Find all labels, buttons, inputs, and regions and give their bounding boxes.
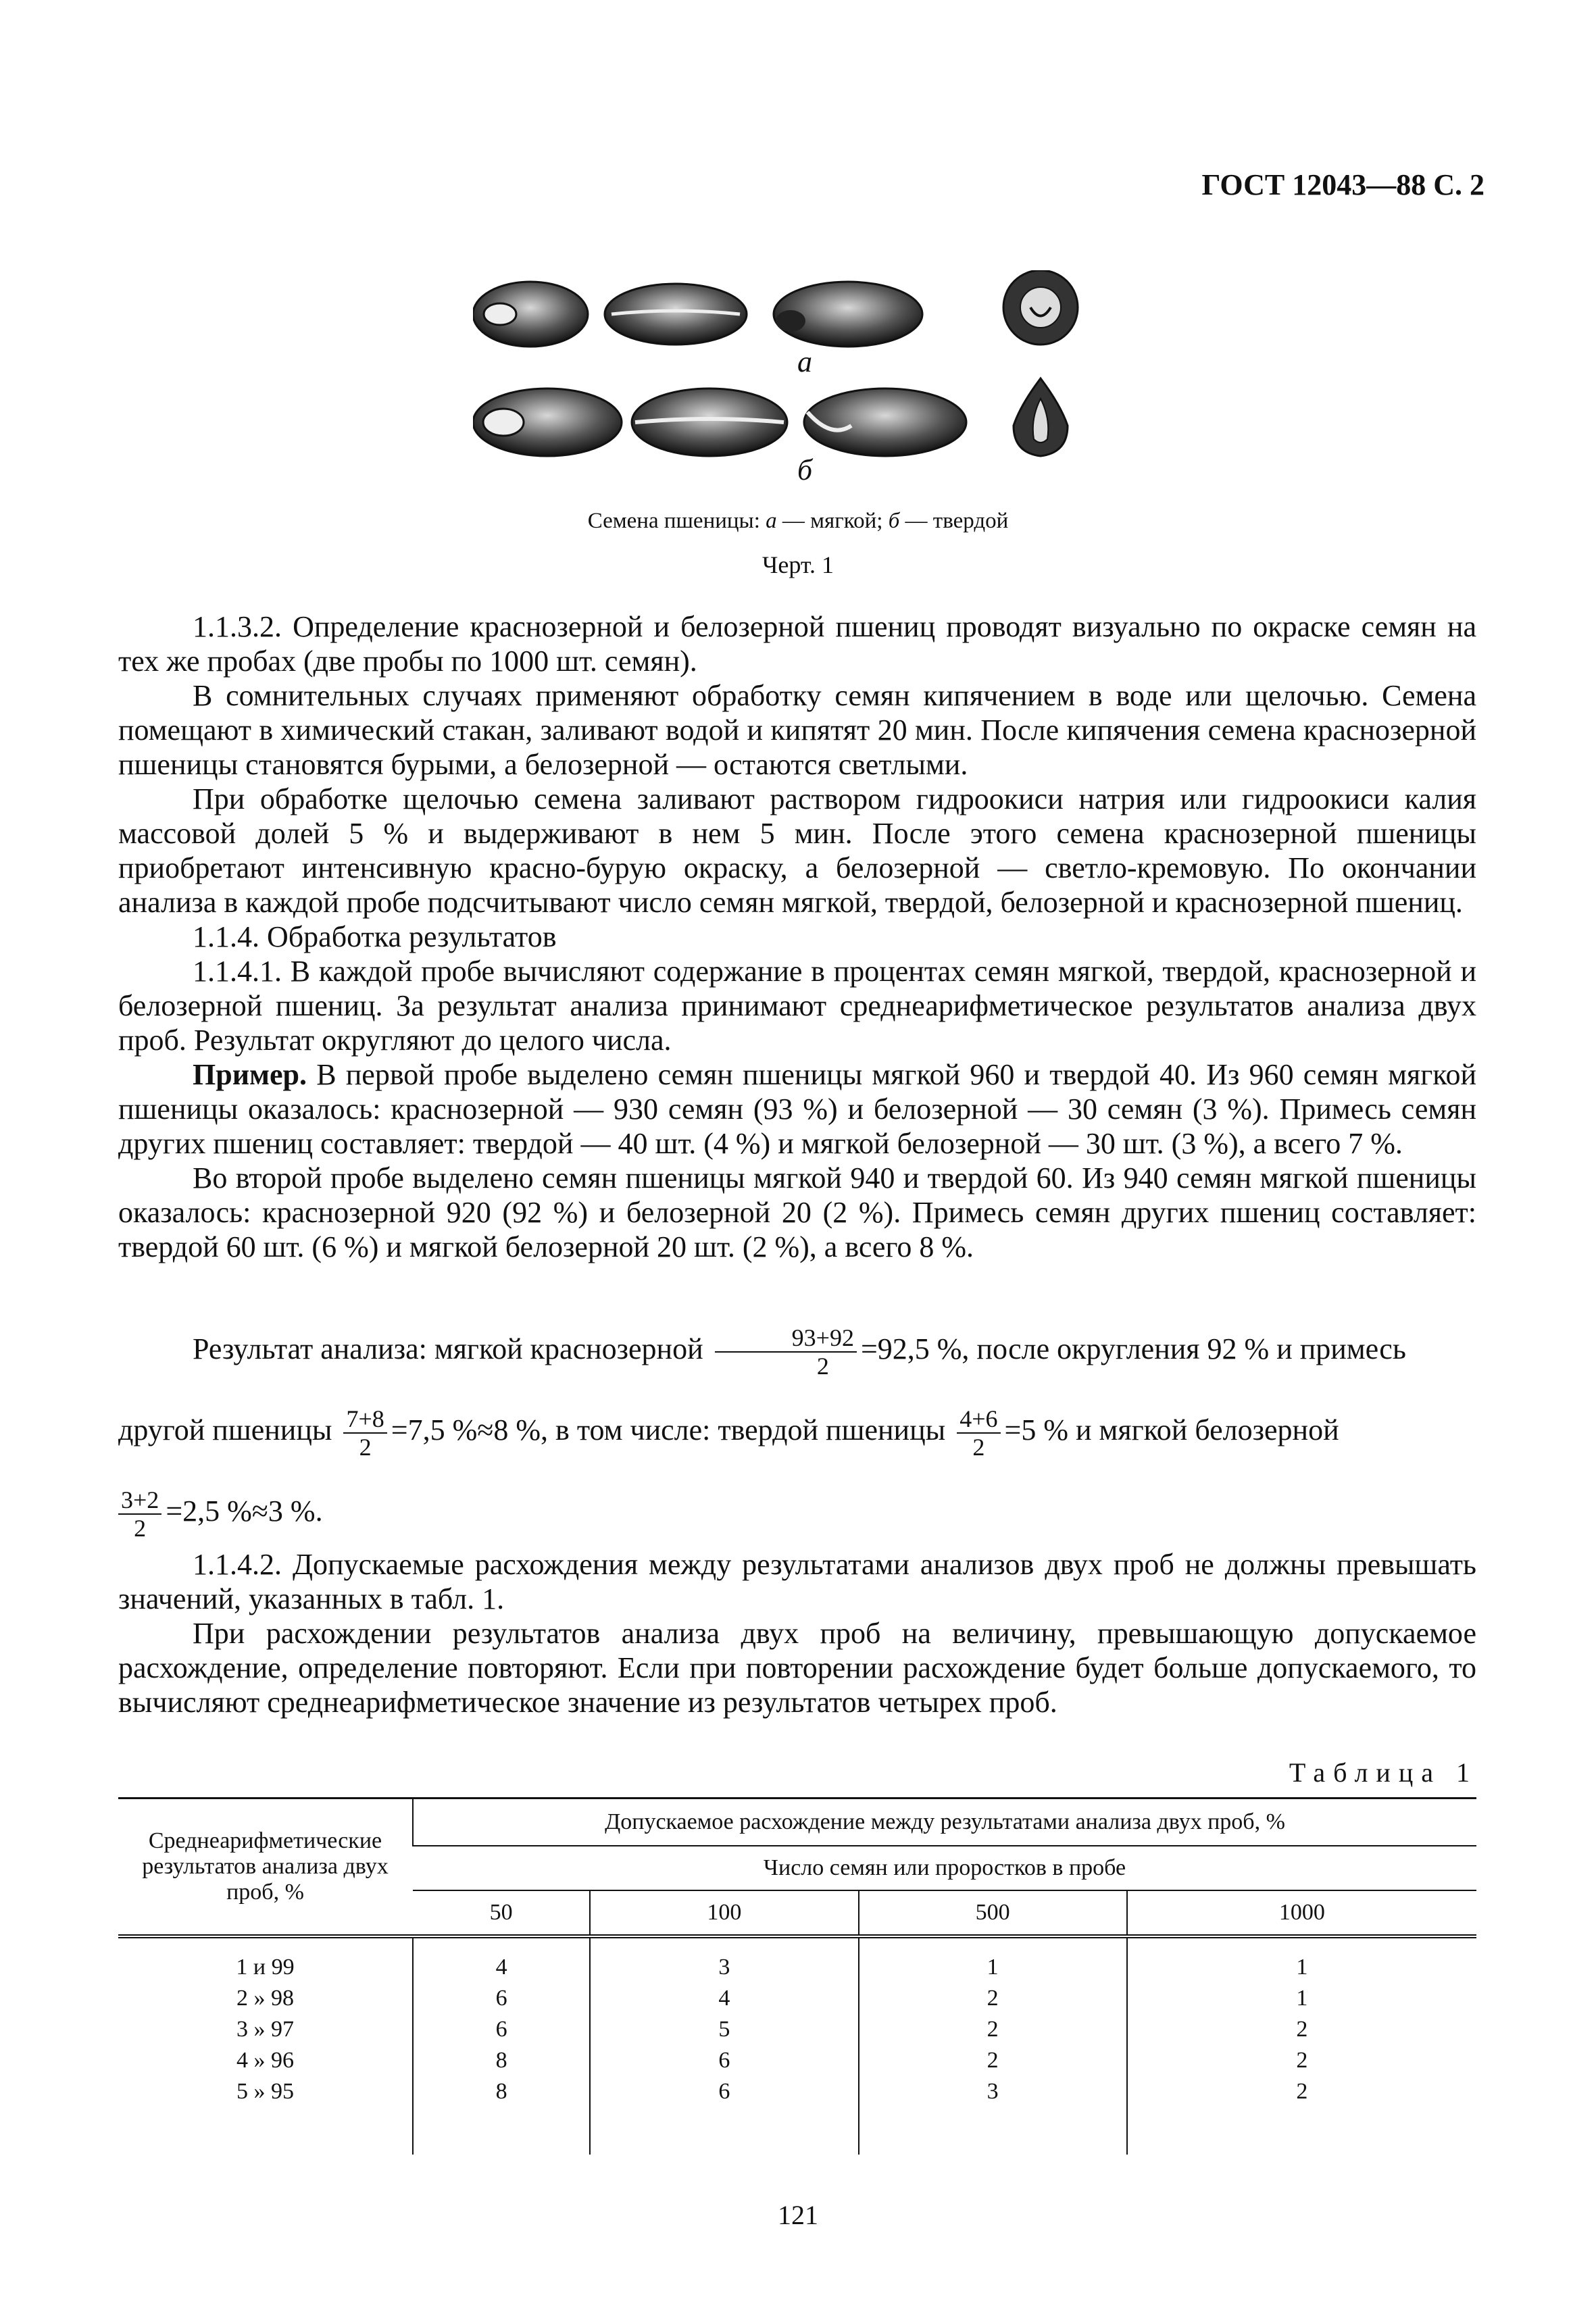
wheat-seeds-drawing xyxy=(473,270,1095,493)
body-text-2 xyxy=(118,1547,1476,1719)
table-1 xyxy=(118,1797,1476,2155)
fraction-1: $\frac{93+92}{2}$ xyxy=(715,1324,857,1380)
table-title: Таблица 1 xyxy=(1289,1757,1478,1788)
fraction-2: $\frac{7+8}{2}$ xyxy=(343,1405,386,1461)
caption-prefix: Семена пшеницы: xyxy=(587,509,766,533)
body-text-1 xyxy=(118,609,1476,1264)
table-row: 3 » 97 6 5 2 2 xyxy=(118,2014,1476,2045)
paragraph: 1.1.3.2. Определение краснозерной и белозерной пшениц проводят визуально по окраске семян на тех же пробах (две пробы по 1000 шт. семян). xyxy=(118,610,1476,678)
caption-b-text: — твердой xyxy=(899,509,1009,533)
example-paragraph: Пример. В первой пробе выделено семян пшеницы мягкой 960 и твердой 40. Из 960 семян мягкой пшеницы оказалось: краснозерной — 930 семян (93 %) и белозерной — 30 семян (3 %). Примесь семян других пшениц составляет: твердой — 40 шт. (4 %) и мягкой белозерной — 30 шт. (3 %), а всего 7 %. xyxy=(118,1058,1476,1160)
fraction-3: $\frac{4+6}{2}$ xyxy=(957,1405,1000,1461)
seed-row-b xyxy=(473,378,1068,456)
table-row: 2 » 98 6 4 2 1 xyxy=(118,1983,1476,2014)
table-row: 1 и 99 4 3 1 1 xyxy=(118,1936,1476,1983)
caption-a-text: — мягкой; xyxy=(776,509,889,533)
table-row: 5 » 95 8 6 3 2 xyxy=(118,2076,1476,2155)
formula-line-3: $\frac{3+2}{2}$ =2,5 %≈3 %. xyxy=(118,1486,1476,1542)
paragraph: В сомнительных случаях применяют обработку семян кипячением в воде или щелочью. Семена помещают в химический стакан, заливают водой и кипятят 20 мин. После кипячения семена краснозерной пшеницы становятся бурыми, а белозерной — остаются светлыми. xyxy=(118,679,1476,781)
table-sub-header: Число семян или проростков в пробе xyxy=(413,1846,1476,1890)
table-col-header: 50 xyxy=(489,1900,513,1925)
paragraph: При расхождении результатов анализа двух проб на величину, превышающую допускаемое расхождение, определение повторяют. Если при повторении расхождение будет больше допускаемого, то вычисляют среднеарифметическое значение из результатов четырех проб. xyxy=(118,1617,1476,1719)
table-col-header: 1000 xyxy=(1127,1890,1476,1936)
table-col0-header: Среднеарифметические результатов анализа двух проб, % xyxy=(118,1799,413,1937)
table-top-header: Допускаемое расхождение между результатами анализа двух проб, % xyxy=(413,1799,1476,1846)
formula-line-2: другой пшеницы $\frac{7+8}{2}$ =7,5 %≈8 %, в том числе: твердой пшеницы $\frac{4+6}{2}$ =5 % и мягкой белозерной xyxy=(118,1405,1339,1461)
seed-row-a xyxy=(473,270,1078,347)
figure-label-b: б xyxy=(797,453,813,486)
formula-line-1: Результат анализа: мягкой краснозерной $\frac{93+92}{2}$ =92,5 %, после округления 92 % и примесь xyxy=(193,1324,1406,1380)
page-number: 121 xyxy=(778,2200,818,2230)
caption-b: б xyxy=(888,509,900,533)
document-header: ГОСТ 12043—88 С. 2 xyxy=(1201,168,1485,201)
example-label: Пример. xyxy=(193,1058,307,1091)
paragraph: 1.1.4.1. В каждой пробе вычисляют содержание в процентах семян мягкой, твердой, краснозерной и белозерной пшениц. За результат анализа принимают среднеарифметическое результатов анализа двух проб. Результат округляют до целого числа. xyxy=(118,955,1476,1057)
paragraph: Во второй пробе выделено семян пшеницы мягкой 940 и твердой 60. Из 940 семян мягкой пшеницы оказалось: краснозерной 920 (92 %) и белозерной 20 (2 %). Примесь семян других пшениц составляет: твердой 60 шт. (6 %) и мягкой белозерной 20 шт. (2 %), а всего 8 %. xyxy=(118,1161,1476,1263)
figure-label-a: а xyxy=(797,345,812,378)
table-col-header: 100 xyxy=(590,1890,858,1936)
wheat-seeds-figure xyxy=(473,270,1095,493)
table-col-header: 500 xyxy=(859,1890,1127,1936)
drawing-number: Черт. 1 xyxy=(762,551,834,578)
section-heading: 1.1.4. Обработка результатов xyxy=(193,920,557,953)
paragraph: 1.1.4.2. Допускаемые расхождения между результатами анализов двух проб не должны превышать значений, указанных в табл. 1. xyxy=(118,1548,1476,1615)
fraction-4: $\frac{3+2}{2}$ xyxy=(118,1486,161,1542)
figure-caption xyxy=(0,509,1596,534)
caption-a: а xyxy=(766,509,777,533)
table-row: 4 » 96 8 6 2 2 xyxy=(118,2045,1476,2076)
paragraph: При обработке щелочью семена заливают раствором гидроокиси натрия или гидроокиси калия массовой долей 5 % и выдерживают в нем 5 мин. После этого семена краснозерной пшеницы приобретают интенсивную красно-бурую окраску, а белозерной — светло-кремовую. По окончании анализа в каждой пробе подсчитывают число семян мягкой, твердой, белозерной и краснозерной пшениц. xyxy=(118,782,1476,919)
